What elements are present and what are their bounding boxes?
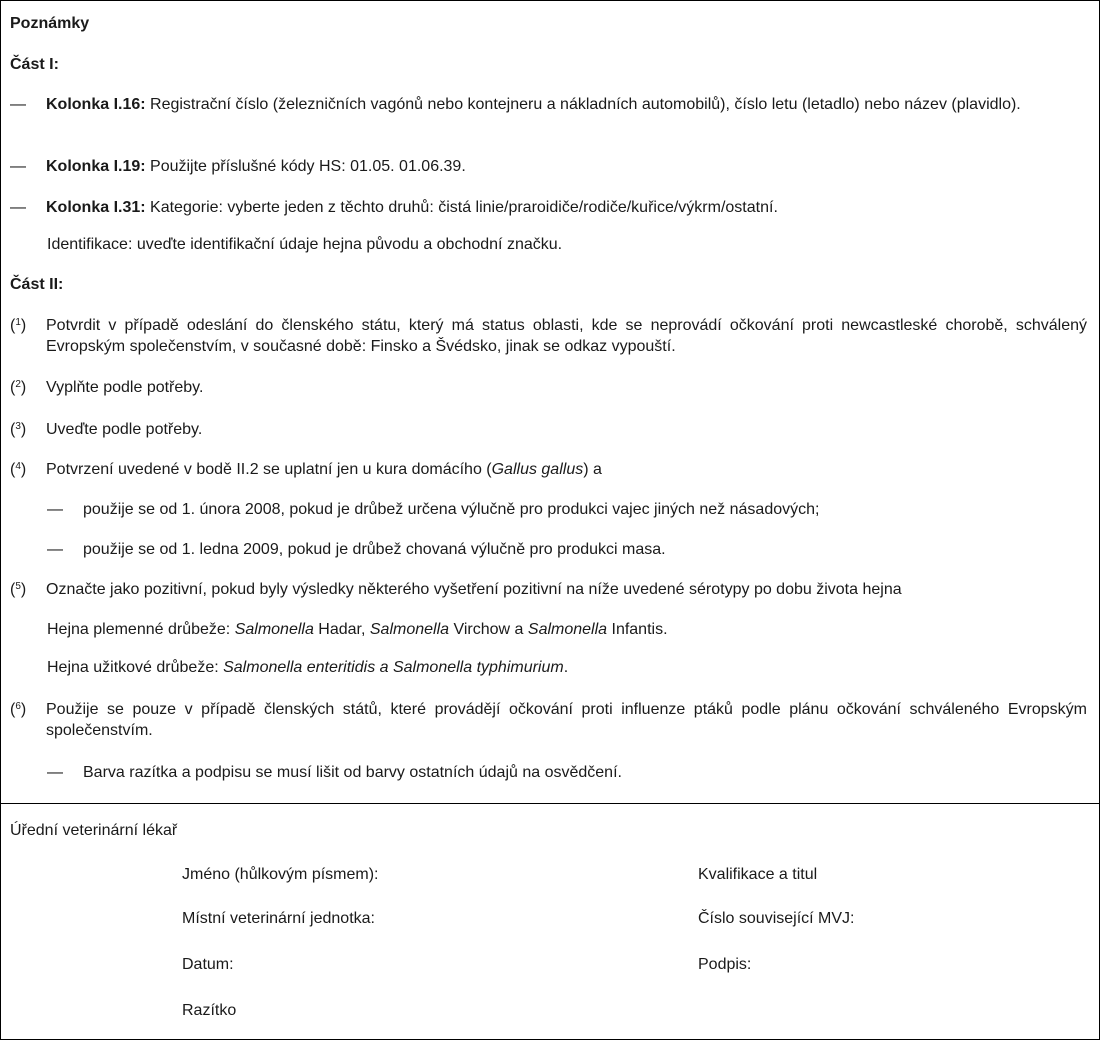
footnote-4-subitem [47,499,1087,520]
stamp-colour-note [47,762,1087,783]
stamp-field-label: Razítko [182,1002,237,1019]
footnote-text: Potvrdit v případě odeslání do členského státu, který má status oblasti, kde se neprovádí očkování proti newcastleské chorobě, schválený Evropským společenstvím, v současné době: Finsko a Švédsko, jinak se odkaz vypouští. [46,317,1087,355]
dash-marker: — [47,541,63,558]
footnote-text: Použije se pouze v případě členských států, které provádějí očkování proti influenze ptáků podle plánu očkování schváleného Evropským společenstvím. [46,701,1087,739]
notes-section [1,1,1099,804]
dash-marker: — [47,764,63,781]
footnote-number: ($^1$) [10,317,27,334]
footnote-2 [10,377,1087,398]
subitem-text: Barva razítka a podpisu se musí lišit od barvy ostatních údajů na osvědčení. [83,764,622,781]
local-vet-unit-label: Místní veterinární jednotka: [182,910,375,927]
part1-heading: Část I: [10,56,59,73]
footnote-text: Potvrzení uvedené v bodě II.2 se uplatní jen u kura domácího (Gallus gallus) a [46,461,602,478]
note-item-box-i19 [10,156,1087,177]
footnote-3 [10,419,1087,440]
production-flocks-text: Hejna užitkové drůbeže: Salmonella enteritidis a Salmonella typhimurium. [47,659,569,676]
dash-marker: — [47,501,63,518]
unit-number-label: Číslo související MVJ: [698,910,855,927]
identification-text: Identifikace: uveďte identifikační údaje hejna původu a obchodní značku. [47,236,563,253]
breeding-flocks-text: Hejna plemenné drůbeže: Salmonella Hadar, Salmonella Virchow a Salmonella Infantis. [47,621,668,638]
dash-marker: — [10,158,26,175]
subitem-text: použije se od 1. ledna 2009, pokud je drůbež chovaná výlučně pro produkci masa. [83,541,666,558]
notes-title: Poznámky [10,15,90,32]
footnote-text: Označte jako pozitivní, pokud byly výsledky některého vyšetření pozitivní na níže uvedené sérotypy po dobu života hejna [46,581,902,598]
part2-heading: Část II: [10,276,64,293]
note-item-box-i31 [10,197,1087,218]
footnote-5 [10,579,1087,600]
official-veterinarian-section [1,804,1099,1040]
footnote-number: ($^5$) [10,581,27,598]
dash-marker: — [10,96,26,113]
subitem-text: použije se od 1. února 2008, pokud je drůbež určena výlučně pro produkci vajec jiných než násadových; [83,501,820,518]
footnote-number: ($^2$) [10,379,27,396]
footnote-4 [10,459,1087,480]
footnote-text: Uveďte podle potřeby. [46,421,203,438]
footnote-number: ($^4$) [10,461,27,478]
date-field-label: Datum: [182,956,234,973]
vet-section-title: Úřední veterinární lékař [10,822,178,839]
item-text: Kategorie: vyberte jeden z těchto druhů: čistá linie/praroidiče/rodiče/kuřice/výkrm/ostatní. [145,199,778,216]
item-label: Kolonka I.16: [46,96,146,113]
dash-marker: — [10,199,26,216]
footnote-6 [10,699,1087,741]
footnote-text: Vyplňte podle potřeby. [46,379,204,396]
item-text: Registrační číslo (železničních vagónů nebo kontejneru a nákladních automobilů), číslo letu (letadlo) nebo název (plavidlo). [145,96,1021,113]
name-field-label: Jméno (hůlkovým písmem): [182,866,379,883]
signature-field-label: Podpis: [698,956,752,973]
item-label: Kolonka I.19: [46,158,146,175]
footnote-number: ($^3$) [10,421,27,438]
footnote-number: ($^6$) [10,701,27,718]
item-text: Použijte příslušné kódy HS: 01.05. 01.06.39. [145,158,466,175]
item-label: Kolonka I.31: [46,199,146,216]
footnote-4-subitem [47,539,1087,560]
note-item-box-i16 [10,94,1087,115]
footnote-1 [10,315,1087,357]
qualification-field-label: Kvalifikace a titul [698,866,818,883]
